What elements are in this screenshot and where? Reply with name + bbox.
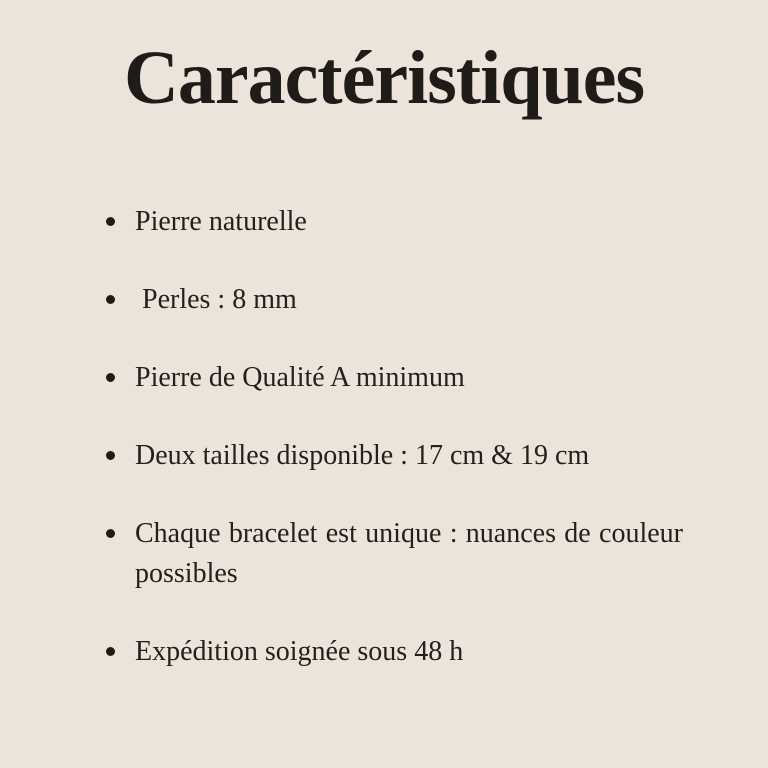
bullet-icon	[106, 295, 115, 304]
list-item	[103, 514, 690, 594]
list-item-text: Expédition soignée sous 48 h	[135, 636, 464, 667]
list-item-text: Deux tailles disponible : 17 cm & 19 cm	[135, 440, 590, 471]
list-item	[103, 280, 683, 320]
list-item-text: Perles : 8 mm	[135, 284, 297, 315]
bullet-icon	[106, 647, 115, 656]
list-item-text: Chaque bracelet est unique : nuances de couleur possibles	[135, 518, 690, 589]
list-item	[103, 436, 683, 476]
feature-list	[103, 202, 690, 672]
bullet-icon	[106, 451, 115, 460]
list-item	[103, 202, 683, 242]
list-item-text: Pierre de Qualité A minimum	[135, 362, 465, 393]
page-title: Caractéristiques	[123, 36, 645, 120]
list-item-text: Pierre naturelle	[135, 206, 307, 237]
list-item	[103, 358, 683, 398]
list-item	[103, 632, 683, 672]
bullet-icon	[106, 217, 115, 226]
bullet-icon	[106, 529, 115, 538]
bullet-icon	[106, 373, 115, 382]
